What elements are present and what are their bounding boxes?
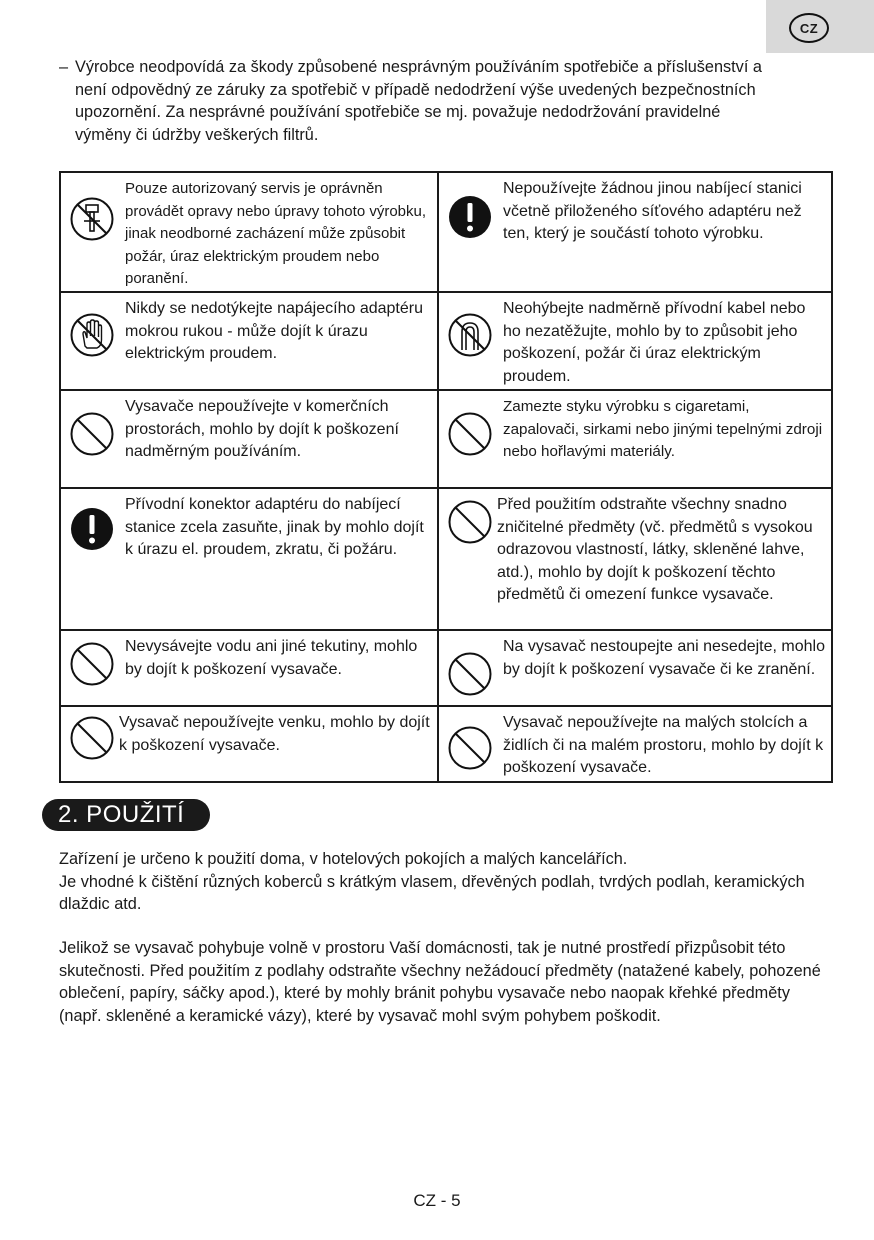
warning-cell: [438, 390, 832, 488]
warning-text: Vysavač nepoužívejte venku, mohlo by dojít k poškození vysavače.: [119, 714, 430, 754]
usage-line: Zařízení je určeno k použití doma, v hotelových pokojích a malých kancelářích.: [59, 850, 628, 868]
prohibited-icon: [447, 651, 493, 697]
warning-text: Na vysavač nestoupejte ani nesedejte, mohlo by dojít k poškození vysavače či ke zranění.: [503, 638, 825, 678]
section-heading: 2. POUŽITÍ: [42, 799, 210, 831]
exclamation-icon: [69, 506, 115, 552]
table-row: [60, 172, 832, 292]
intro-disclaimer: [59, 56, 779, 146]
warning-text: Vysavače nepoužívejte v komerčních prostorách, mohlo by dojít k poškození nadměrným používáním.: [125, 398, 399, 460]
warning-cell: [438, 292, 832, 390]
warning-text: Pouze autorizovaný servis je oprávněn provádět opravy nebo úpravy tohoto výrobku, jinak neodborné zacházení může způsobit požár, úraz elektrickým proudem nebo poranění.: [125, 180, 427, 287]
prohibited-icon: [447, 725, 493, 771]
exclamation-icon: [447, 194, 493, 240]
prohibited-icon: [447, 499, 493, 545]
no-bend-cable-icon: [447, 312, 493, 358]
warning-text: Přívodní konektor adaptéru do nabíjecí stanice zcela zasuňte, jinak by mohlo dojít k úrazu el. proudem, zkratu, či požáru.: [125, 496, 424, 558]
warning-text: Před použitím odstraňte všechny snadno zničitelné předměty (vč. předmětů s vysokou odrazovou vlastností, látky, skleněné lahve, atd.), mohlo by dojít k poškození těchto předmětů či omezení funkce vysavače.: [497, 496, 813, 603]
table-row: [60, 630, 832, 706]
warning-cell: [60, 630, 438, 706]
table-row: [60, 488, 832, 630]
warning-text: Nikdy se nedotýkejte napájecího adaptéru mokrou rukou - může dojít k úrazu elektrickým proudem.: [125, 300, 423, 362]
warning-text: Zamezte styku výrobku s cigaretami, zapalovači, sirkami nebo jinými tepelnými zdroji nebo hořlavými materiály.: [503, 398, 823, 460]
prohibited-icon: [69, 411, 115, 457]
warning-text: Nevysávejte vodu ani jiné tekutiny, mohlo by dojít k poškození vysavače.: [125, 638, 418, 678]
usage-paragraph-1: [59, 848, 829, 916]
language-tab: [766, 0, 874, 53]
page-number: CZ - 5: [413, 1191, 461, 1210]
warning-cell: [438, 630, 832, 706]
table-row: [60, 706, 832, 782]
usage-line: Je vhodné k čištění různých koberců s krátkým vlasem, dřevěných podlah, tvrdých podlah, keramických dlaždic atd.: [59, 872, 805, 913]
prohibited-icon: [447, 411, 493, 457]
warning-cell: [60, 292, 438, 390]
prohibited-icon: [69, 715, 115, 761]
no-wet-hand-icon: [69, 312, 115, 358]
intro-dash: –: [59, 58, 69, 76]
warning-text: Neohýbejte nadměrně přívodní kabel nebo ho nezatěžujte, mohlo by to způsobit jeho poškození, požár či úraz elektrickým proudem.: [503, 300, 806, 385]
no-repair-icon: [69, 196, 115, 242]
warning-cell: [438, 172, 832, 292]
prohibited-icon: [69, 641, 115, 687]
warning-text: Vysavač nepoužívejte na malých stolcích a židlích či na malém prostoru, mohlo by dojít k poškození vysavače.: [503, 714, 824, 776]
warning-cell: [438, 488, 832, 630]
table-row: [60, 292, 832, 390]
table-row: [60, 390, 832, 488]
warning-cell: [60, 488, 438, 630]
language-badge: CZ: [789, 13, 829, 43]
intro-text: Výrobce neodpovídá za škody způsobené nesprávným používáním spotřebiče a příslušenství a není odpovědný ze záruky za spotřebič v případě nedodržení výše uvedených bezpečnostních upozornění. Za nesprávné používání spotřebiče se mj. považuje nedodržování pravidelné výměny či údržby veškerých filtrů.: [75, 58, 762, 144]
warning-cell: [60, 390, 438, 488]
warning-text: Nepoužívejte žádnou jinou nabíjecí stanici včetně přiloženého síťového adaptéru než ten, který je součástí tohoto výrobku.: [503, 180, 802, 242]
warning-cell: [60, 172, 438, 292]
usage-paragraph-2: Jelikož se vysavač pohybuje volně v prostoru Vaší domácnosti, tak je nutné prostředí přizpůsobit této skutečnosti. Před použitím z podlahy odstraňte všechny nežádoucí předměty (natažené kabely, pohozené oblečení, papíry, sáčky apod.), které by mohly bránit pohybu vysavače nebo naopak křehké předměty (např. skleněné a keramické vázy), které by vysavač mohl svým pohybem poškodit.: [59, 939, 821, 1025]
safety-warnings-table: [59, 171, 833, 783]
warning-cell: [60, 706, 438, 782]
warning-cell: [438, 706, 832, 782]
